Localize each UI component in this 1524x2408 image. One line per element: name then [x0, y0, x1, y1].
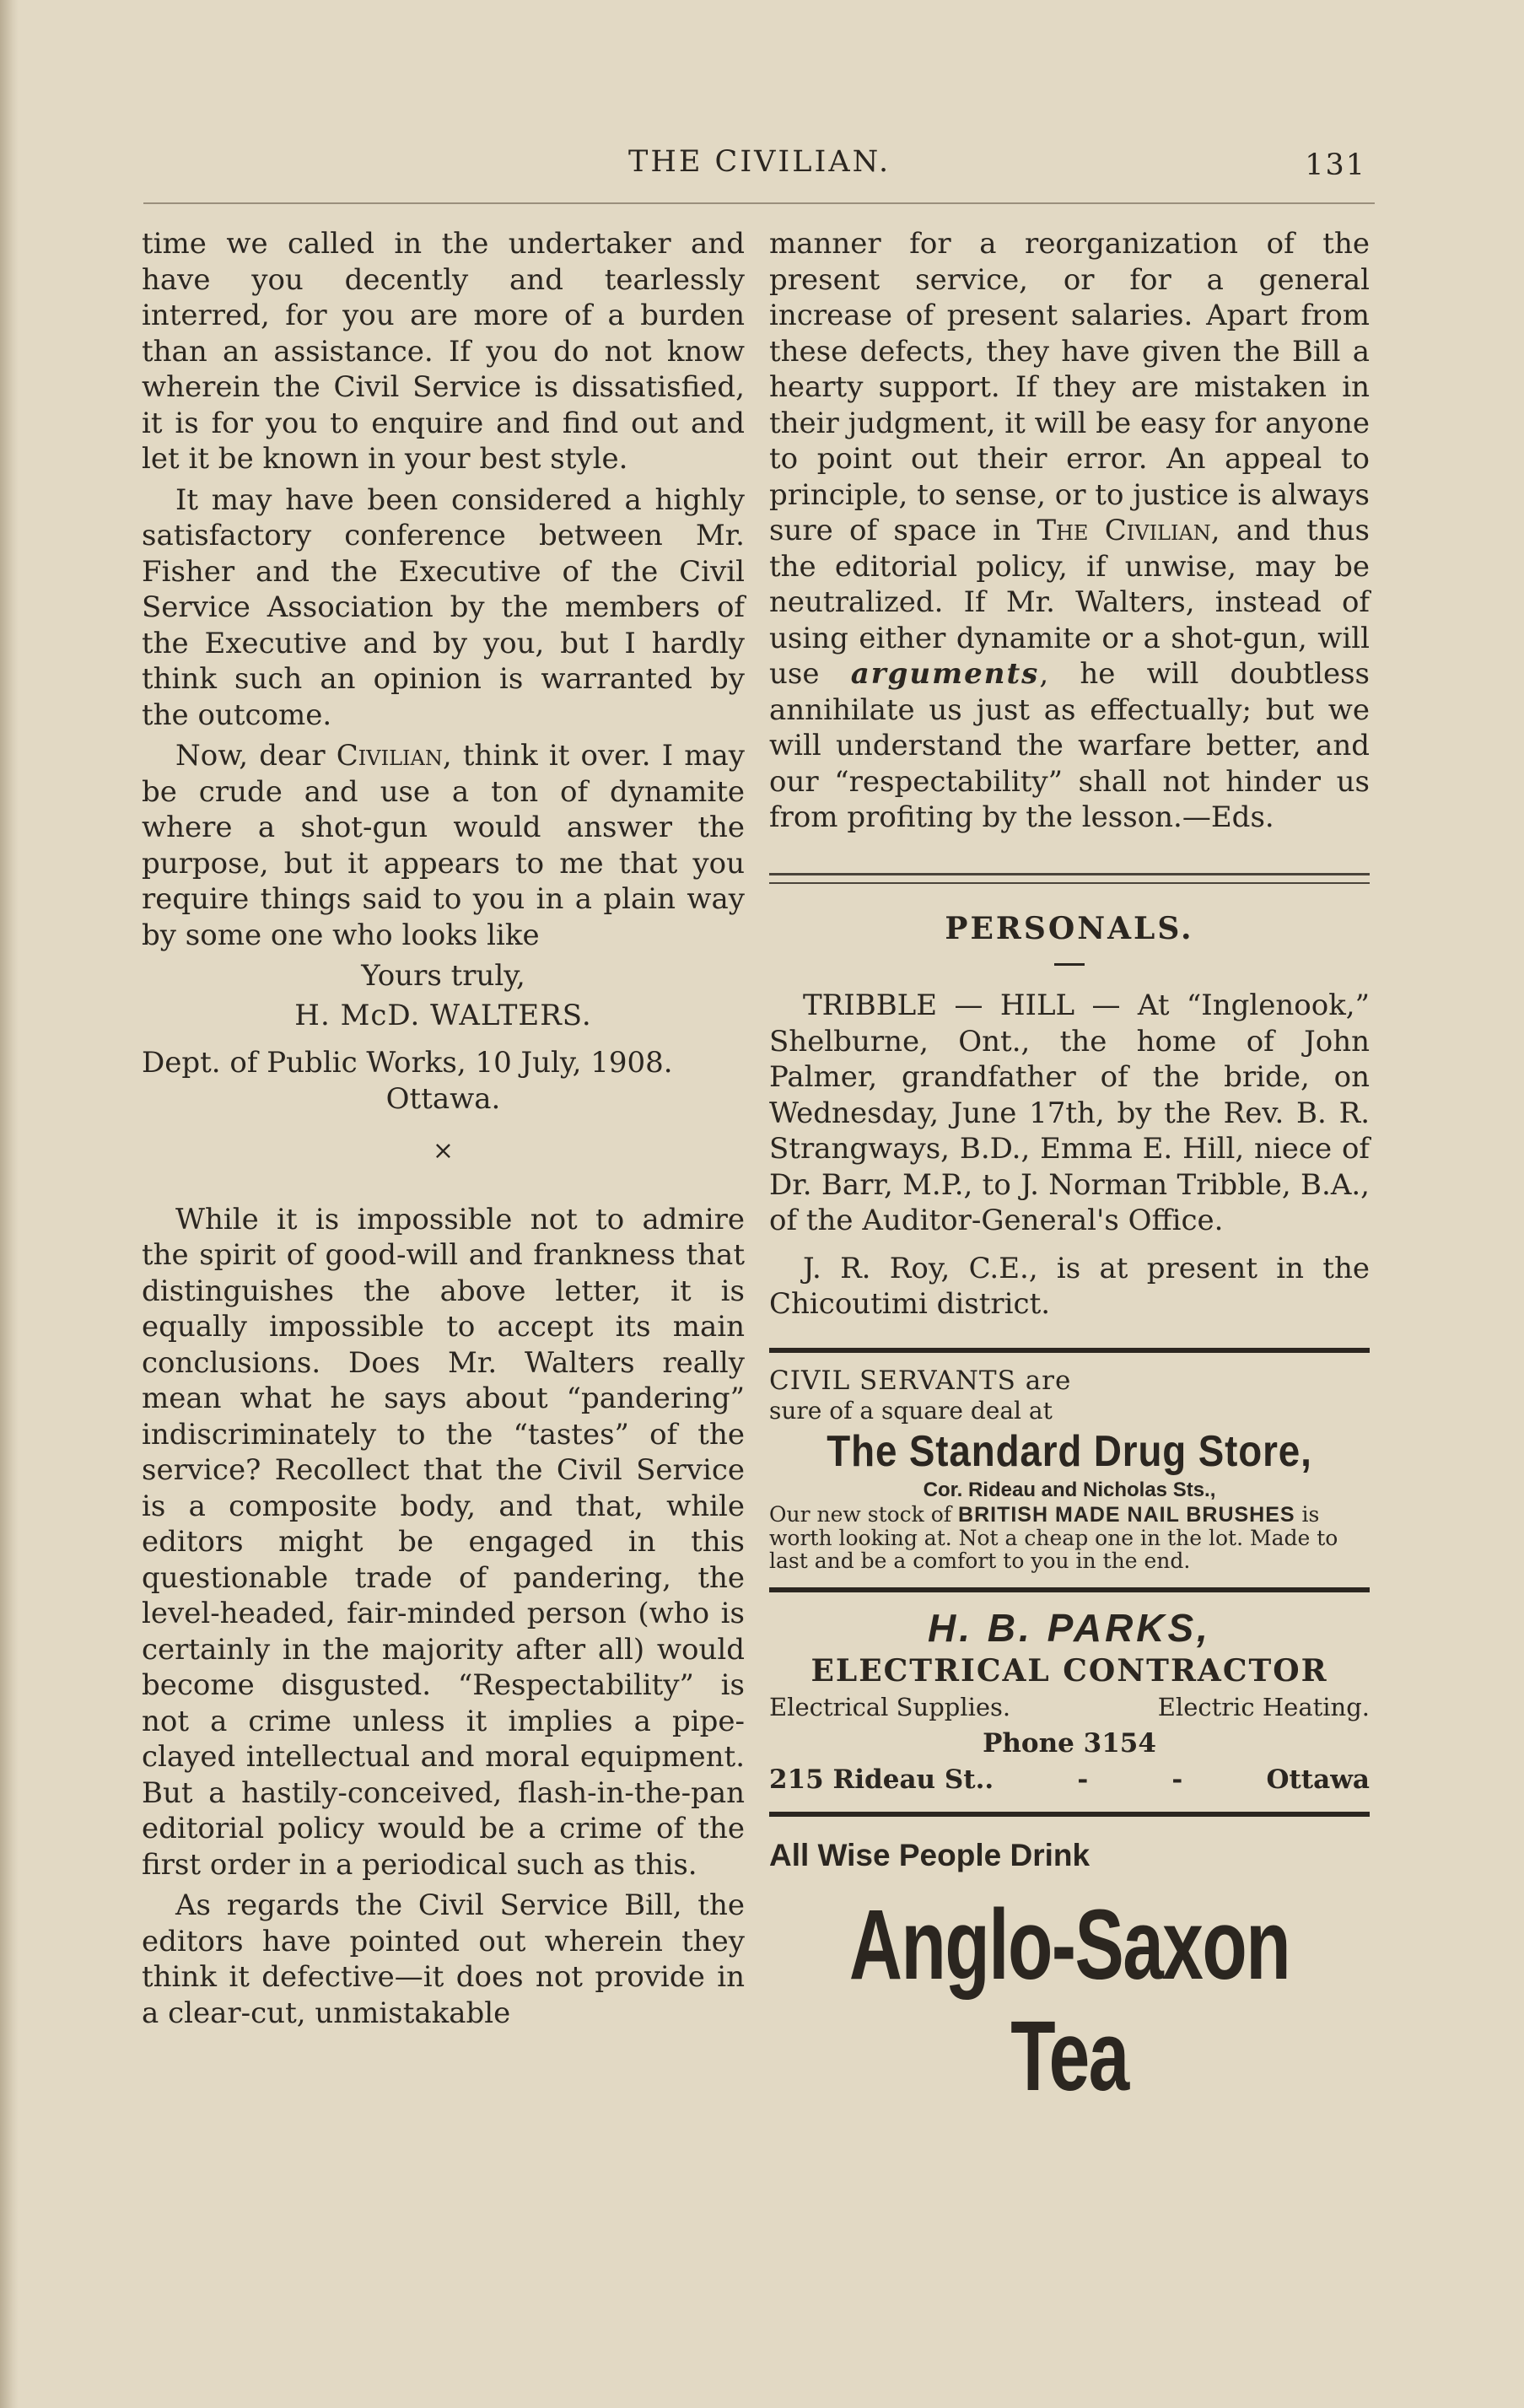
- store-address: Cor. Rideau and Nicholas Sts.,: [923, 1478, 1216, 1501]
- tea-brand: Anglo-Saxon Tea: [848, 1888, 1290, 2112]
- paragraph: [142, 738, 745, 953]
- service-supplies: Electrical Supplies.: [769, 1692, 1011, 1721]
- ad-text: CIVIL SERVANTS are: [769, 1365, 1072, 1396]
- tea-ad: [769, 1835, 1370, 2112]
- text-run: is worth looking at. Not a cheap one in the lot. Made to last and be a comfort to you in the end.: [769, 1501, 1338, 1573]
- signature-name: H. McD. WALTERS.: [294, 998, 592, 1032]
- address-row: [769, 1763, 1370, 1797]
- page-number: 131: [1305, 148, 1366, 182]
- running-title: THE CIVILIAN.: [628, 145, 891, 179]
- paragraph: It may have been considered a highly satisfactory conference between Mr. Fisher and the Executive of the Civil Service Association by the members of the Executive and by you, but I hardly think such an opinion is warranted by the outcome.: [142, 482, 745, 732]
- page-header: [143, 145, 1375, 196]
- paragraph: time we called in the undertaker and have you decently and tearlessly interred, for you are more of a burden than an assistance. If you do not know wherein the Civil Service is dissatisfied, it is for you to enquire and find out and let it be known in your best style.: [142, 227, 745, 476]
- drug-store-ad: [769, 1365, 1370, 1572]
- personal-item: J. R. Roy, C.E., is at present in the Chicoutimi district.: [769, 1251, 1370, 1321]
- text-run: , and thus the editorial policy, if unwise, may be neutralized. If Mr. Walters, instead of using either dynamite or a shot-gun, will use: [769, 514, 1371, 691]
- service-heating: Electric Heating.: [1157, 1692, 1370, 1721]
- section-separator: ×: [432, 1136, 455, 1166]
- city-name: Ottawa: [1266, 1764, 1370, 1795]
- paragraph: While it is impossible not to admire the spirit of good-will and frankness that distinguishes the above letter, it is equally impossible to accept its main conclusions. Does Mr. Walters really mean what he says about “pandering” indiscriminately to the “tastes” of the service? Recollect that the Civil Service is a composite body, and that, while editors might be engaged in this questionable trade of pandering, the level-headed, fair-minded person (who is certainly in the majority after all) would become disgusted. “Respectability” is not a crime unless it implies a pipe-clayed intellectual and moral equipment. But a hastily-conceived, flash-in-the-pan editorial policy would be a crime of the first order in a periodical such as this.: [142, 1202, 745, 1882]
- ad-rule: [769, 1587, 1370, 1592]
- address-dash: -: [1077, 1764, 1089, 1795]
- header-rule: [143, 202, 1375, 204]
- ad-body: [769, 1503, 1370, 1572]
- store-name: The Standard Drug Store,: [827, 1426, 1312, 1476]
- section-double-rule: [769, 873, 1370, 884]
- personals-heading: PERSONALS.: [945, 910, 1194, 946]
- phone-number: Phone 3154: [983, 1727, 1156, 1759]
- signature-city: Ottawa.: [385, 1081, 501, 1116]
- parks-ad: [769, 1604, 1370, 1797]
- text-run: manner for a reorganization of the present service, or for a general increase of present salaries. Apart from these defects, they have given the Bill a hearty support. If they are mistaken in their judgment, it will be easy for anyone to point out their error. An appeal to principle, to sense, or to justice is always sure of space in: [769, 227, 1370, 547]
- text-run: , think it over. I may be crude and use a ton of dynamite where a shot-gun would answer the purpose, but it appears to me that you require things said to you in a plain way by some one who looks like: [142, 739, 746, 952]
- civilian-smallcaps: The Civilian: [1037, 514, 1211, 547]
- address-dash: -: [1171, 1764, 1183, 1795]
- contractor-name: H. B. PARKS,: [928, 1605, 1211, 1650]
- arguments-emphasis: arguments: [850, 657, 1040, 691]
- personal-item: TRIBBLE — HILL — At “Inglenook,” Shelburne, Ont., the home of John Palmer, grandfather of the bride, on Wednesday, June 17th, by the Rev. B. R. Strangways, B.D., Emma E. Hill, niece of Dr. Barr, M.P., to J. Norman Tribble, B.A., of the Auditor-General's Office.: [769, 989, 1370, 1237]
- tea-slogan: All Wise People Drink: [769, 1837, 1090, 1872]
- text-run: , he will doubtless annihilate us just as effectually; but we will understand the warfare better, and our “respectability” shall not hinder us from profiting by the lesson.—Eds.: [769, 657, 1370, 834]
- ad-rule: [769, 1348, 1370, 1353]
- paragraph: As regards the Civil Service Bill, the editors have pointed out wherein they think it defective—it does not provide in a clear-cut, unmistakable: [142, 1888, 745, 2030]
- heading-dash: [1054, 963, 1085, 966]
- signature-closing: Yours truly,: [361, 959, 525, 993]
- text-run: Now, dear: [175, 739, 337, 773]
- signature-place: Dept. of Public Works, 10 July, 1908.: [142, 1046, 673, 1080]
- services-row: [769, 1690, 1370, 1724]
- text-run: Our new stock of: [769, 1501, 959, 1527]
- civilian-smallcaps: Civilian: [336, 739, 443, 773]
- ad-rule: [769, 1812, 1370, 1817]
- ad-text: sure of a square deal at: [769, 1396, 1053, 1425]
- left-column: [142, 226, 745, 2031]
- product-name: BRITISH MADE NAIL BRUSHES: [958, 1502, 1295, 1527]
- contractor-role: ELECTRICAL CONTRACTOR: [810, 1652, 1328, 1689]
- page-edge: [0, 0, 19, 2408]
- right-column: [769, 226, 1370, 2112]
- paragraph: [769, 226, 1370, 836]
- street-address: 215 Rideau St..: [769, 1764, 994, 1795]
